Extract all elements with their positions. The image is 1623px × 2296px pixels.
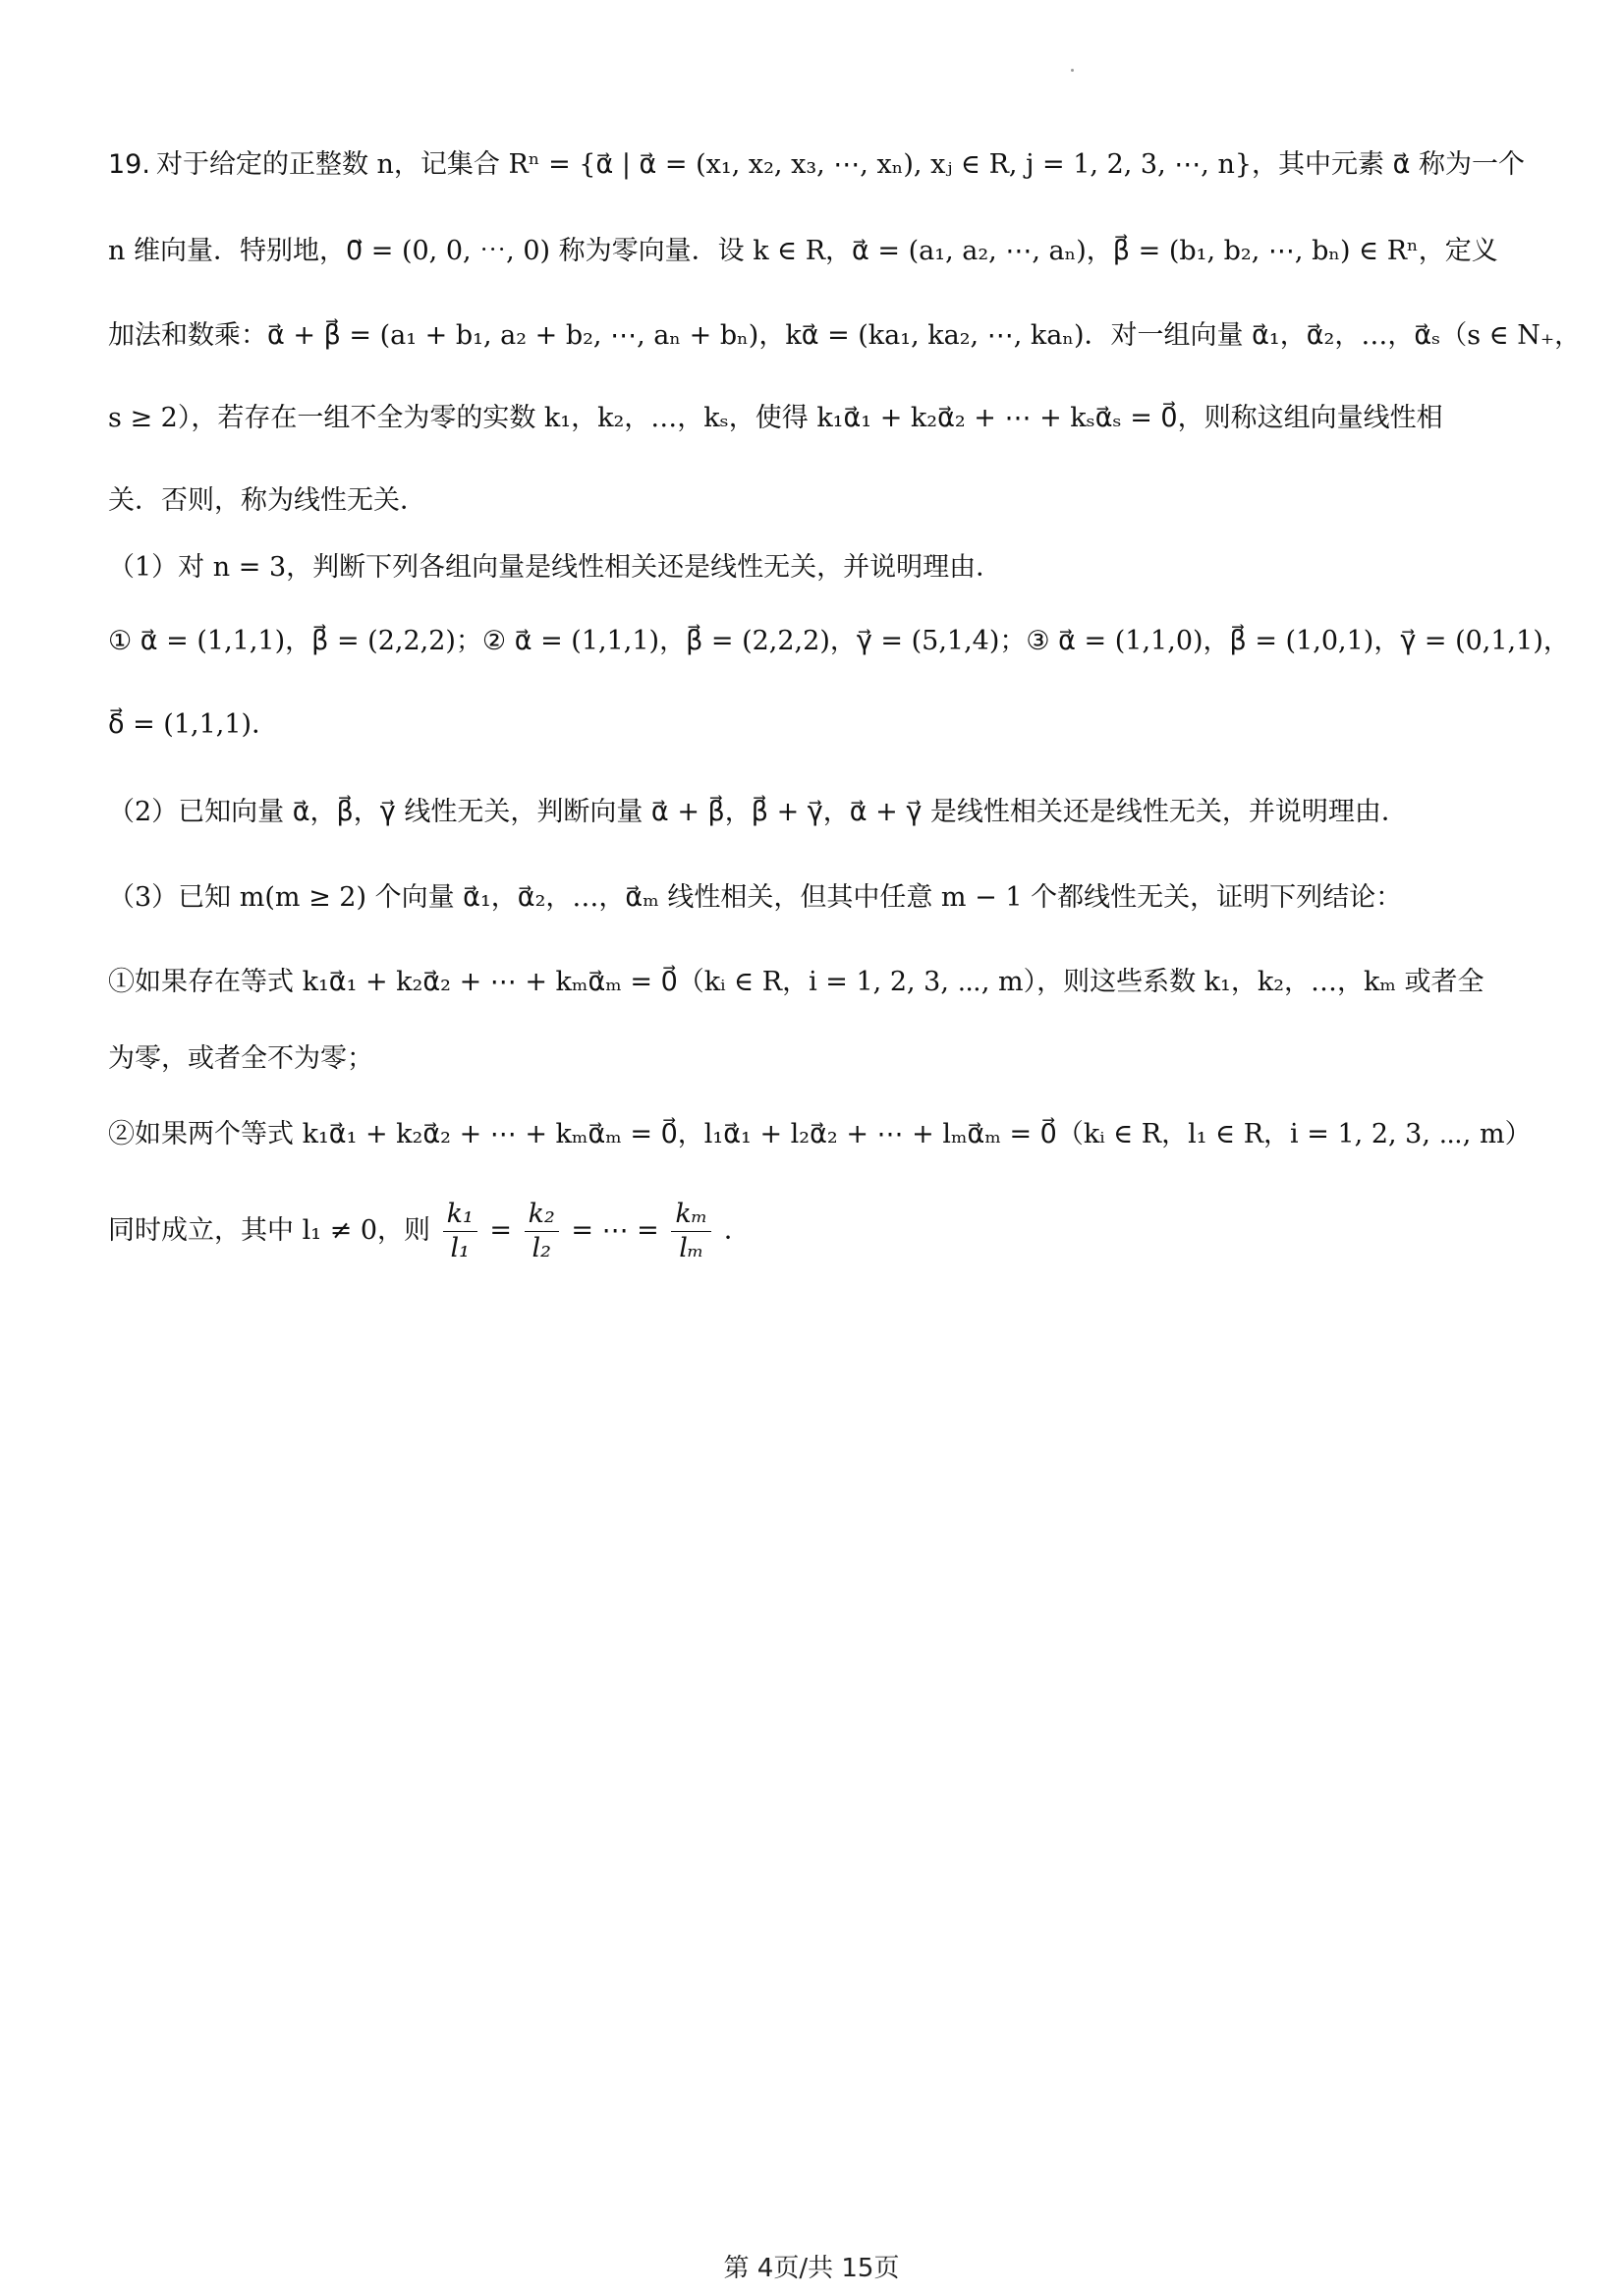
fraction-numerator: kₘ [671,1198,711,1232]
fraction-denominator: l₂ [532,1233,551,1263]
page-footer: 第 4页/共 15页 [723,2254,900,2283]
subquestion-1-cases-cont: δ⃗ = (1,1,1)． [108,709,279,740]
subquestion-3-part-1: ①如果存在等式 k₁α⃗₁ + k₂α⃗₂ + ⋯ + kₘα⃗ₘ = 0⃗（kᵢ ∈ R，i = 1, 2, 3, ⋯, m），则这些系数 k₁，k₂，…，kₘ 或者全 [108,967,1484,997]
conclusion-suffix: ． [723,1215,751,1246]
problem-text-line: 对于给定的正整数 n，记集合 Rⁿ = {α⃗ | α⃗ = (x₁, x₂, x₃, ⋯, xₙ), xⱼ ∈ R, j = 1, 2, 3, ⋯, n}，其中元素 α⃗ 称为一个 [155,149,1525,180]
problem-line-1 [108,145,1523,185]
fraction-numerator: k₂ [525,1198,559,1232]
conclusion-prefix: 同时成立，其中 l₁ ≠ 0，则 [108,1215,431,1246]
problem-number: 19. [108,149,150,180]
subquestion-3-part-2: ②如果两个等式 k₁α⃗₁ + k₂α⃗₂ + ⋯ + kₘα⃗ₘ = 0⃗，l₁α⃗₁ + l₂α⃗₂ + ⋯ + lₘα⃗ₘ = 0⃗（kᵢ ∈ R，l₁ ∈ R，i = 1, 2, 3, ⋯, m） [108,1119,1532,1149]
fraction-k1-l1 [443,1198,477,1265]
equals-sign: = [489,1215,513,1246]
fraction-numerator: k₁ [443,1198,477,1232]
scan-dot [1071,69,1074,72]
subquestion-1-cases: ① α⃗ = (1,1,1)，β⃗ = (2,2,2)；② α⃗ = (1,1,1)，β⃗ = (2,2,2)，γ⃗ = (5,1,4)；③ α⃗ = (1,1,0)，β⃗ = (1,0,1)，γ⃗ = (0,1,1)， [108,626,1570,656]
fraction-denominator: lₘ [679,1233,704,1263]
subquestion-3-part-2-conclusion [108,1197,1523,1265]
ellipsis-equals: = ⋯ = [571,1215,659,1246]
problem-line-4: s ≥ 2），若存在一组不全为零的实数 k₁，k₂，…，kₛ，使得 k₁α⃗₁ + k₂α⃗₂ + ⋯ + kₛα⃗ₛ = 0⃗，则称这组向量线性相 [108,403,1443,433]
subquestion-3-part-1-cont: 为零，或者全不为零； [108,1043,373,1074]
subquestion-1: （1）对 n = 3，判断下列各组向量是线性相关还是线性无关，并说明理由． [108,552,1003,583]
problem-line-3: 加法和数乘：α⃗ + β⃗ = (a₁ + b₁, a₂ + b₂, ⋯, aₙ + bₙ)，kα⃗ = (ka₁, ka₂, ⋯, kaₙ)．对一组向量 α⃗₁，α⃗₂，…，α⃗ₛ（s ∈ N₊， [108,320,1582,351]
fraction-denominator: l₁ [450,1233,470,1263]
problem-line-2: n 维向量．特别地，0⃗ = (0, 0, ⋯, 0) 称为零向量．设 k ∈ R，α⃗ = (a₁, a₂, ⋯, aₙ)，β⃗ = (b₁, b₂, ⋯, bₙ) ∈ Rⁿ，定义 [108,236,1498,266]
fraction-k2-l2 [525,1198,559,1265]
fraction-km-lm [671,1198,711,1265]
subquestion-2: （2）已知向量 α⃗，β⃗，γ⃗ 线性无关，判断向量 α⃗ + β⃗，β⃗ + γ⃗，α⃗ + γ⃗ 是线性相关还是线性无关，并说明理由． [108,797,1408,827]
problem-line-5: 关．否则，称为线性无关． [108,485,426,516]
subquestion-3: （3）已知 m(m ≥ 2) 个向量 α⃗₁，α⃗₂，…，α⃗ₘ 线性相关，但其中任意 m − 1 个都线性无关，证明下列结论： [108,882,1403,913]
